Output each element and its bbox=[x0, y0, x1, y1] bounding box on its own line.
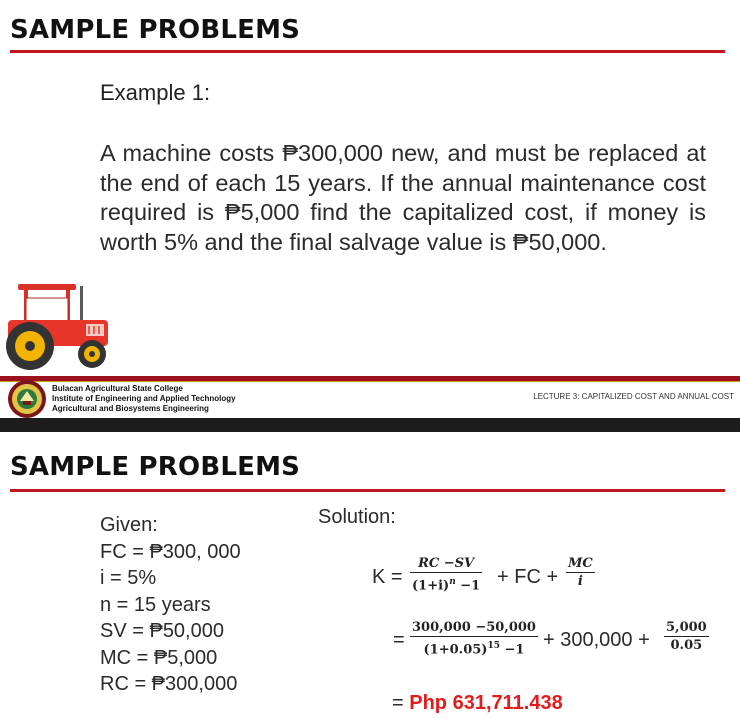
substitution-middle: + 300,000 + bbox=[543, 629, 650, 651]
substitution-fraction-1-numerator: 300,000 −50,000 bbox=[412, 620, 536, 635]
given-sv: SV = ₱50,000 bbox=[100, 620, 224, 642]
denominator-base: (1+0.05) bbox=[423, 642, 488, 658]
formula-fraction-1 bbox=[410, 556, 482, 594]
formula-fraction-2-denominator: i bbox=[566, 572, 595, 590]
substitution-fraction-2-numerator: 5,000 bbox=[666, 620, 707, 635]
given-fc: FC = ₱300, 000 bbox=[100, 540, 241, 563]
capitalized-cost-result: Php 631,711.438 bbox=[409, 692, 563, 714]
formula-middle: + FC + bbox=[497, 566, 559, 588]
formula-fraction-2-numerator: MC bbox=[568, 556, 593, 571]
footer-divider-accent bbox=[0, 381, 740, 382]
slide-solution bbox=[0, 432, 740, 718]
substitution-fraction-2-denominator: 0.05 bbox=[664, 636, 709, 654]
college-name: Bulacan Agricultural State College bbox=[52, 384, 183, 393]
slide-separator bbox=[0, 418, 740, 432]
college-seal-icon bbox=[7, 379, 47, 418]
given-i: i = 5% bbox=[100, 567, 157, 589]
title-underline bbox=[10, 489, 725, 492]
department-name: Agricultural and Biosystems Engineering bbox=[52, 404, 209, 413]
denominator-base: (1+i) bbox=[412, 578, 450, 594]
title-underline bbox=[10, 50, 725, 53]
formula-fraction-1-numerator: RC −SV bbox=[418, 556, 475, 571]
substitution-fraction-1 bbox=[410, 620, 538, 658]
tractor-icon bbox=[0, 280, 112, 372]
formula-fraction-2 bbox=[566, 556, 595, 590]
slide-title: SAMPLE PROBLEMS bbox=[10, 452, 301, 482]
example-label: Example 1: bbox=[100, 80, 211, 105]
institution-name bbox=[52, 384, 236, 414]
given-list bbox=[100, 512, 241, 698]
formula-fraction-1-denominator bbox=[410, 572, 482, 594]
substitution-fraction-2 bbox=[664, 620, 709, 654]
given-mc: MC = ₱5,000 bbox=[100, 646, 218, 669]
given-n: n = 15 years bbox=[100, 593, 211, 616]
substitution-equals: = bbox=[393, 629, 405, 651]
given-label: Given: bbox=[100, 514, 158, 536]
denominator-tail: −1 bbox=[455, 578, 481, 594]
slide-title: SAMPLE PROBLEMS bbox=[10, 15, 301, 45]
institute-name: Institute of Engineering and Applied Technology bbox=[52, 394, 236, 403]
solution-label: Solution: bbox=[318, 506, 396, 528]
result-equals: = bbox=[392, 692, 404, 714]
denominator-tail: −1 bbox=[499, 642, 525, 658]
denominator-exponent: 15 bbox=[487, 641, 500, 651]
formula-lhs: K = bbox=[372, 566, 403, 588]
lecture-title: LECTURE 3: CAPITALIZED COST AND ANNUAL COST bbox=[533, 392, 734, 401]
substitution-fraction-1-denominator bbox=[410, 636, 538, 658]
denominator-exponent: n bbox=[449, 577, 456, 587]
given-rc: RC = ₱300,000 bbox=[100, 673, 238, 695]
problem-statement: A machine costs ₱300,000 new, and must be replaced at the end of each 15 years. If the annual maintenance cost required is ₱5,000 find the capitalized cost, if money is worth 5% and the final salvage value is ₱50,000. bbox=[100, 140, 706, 255]
result-line bbox=[392, 692, 563, 715]
